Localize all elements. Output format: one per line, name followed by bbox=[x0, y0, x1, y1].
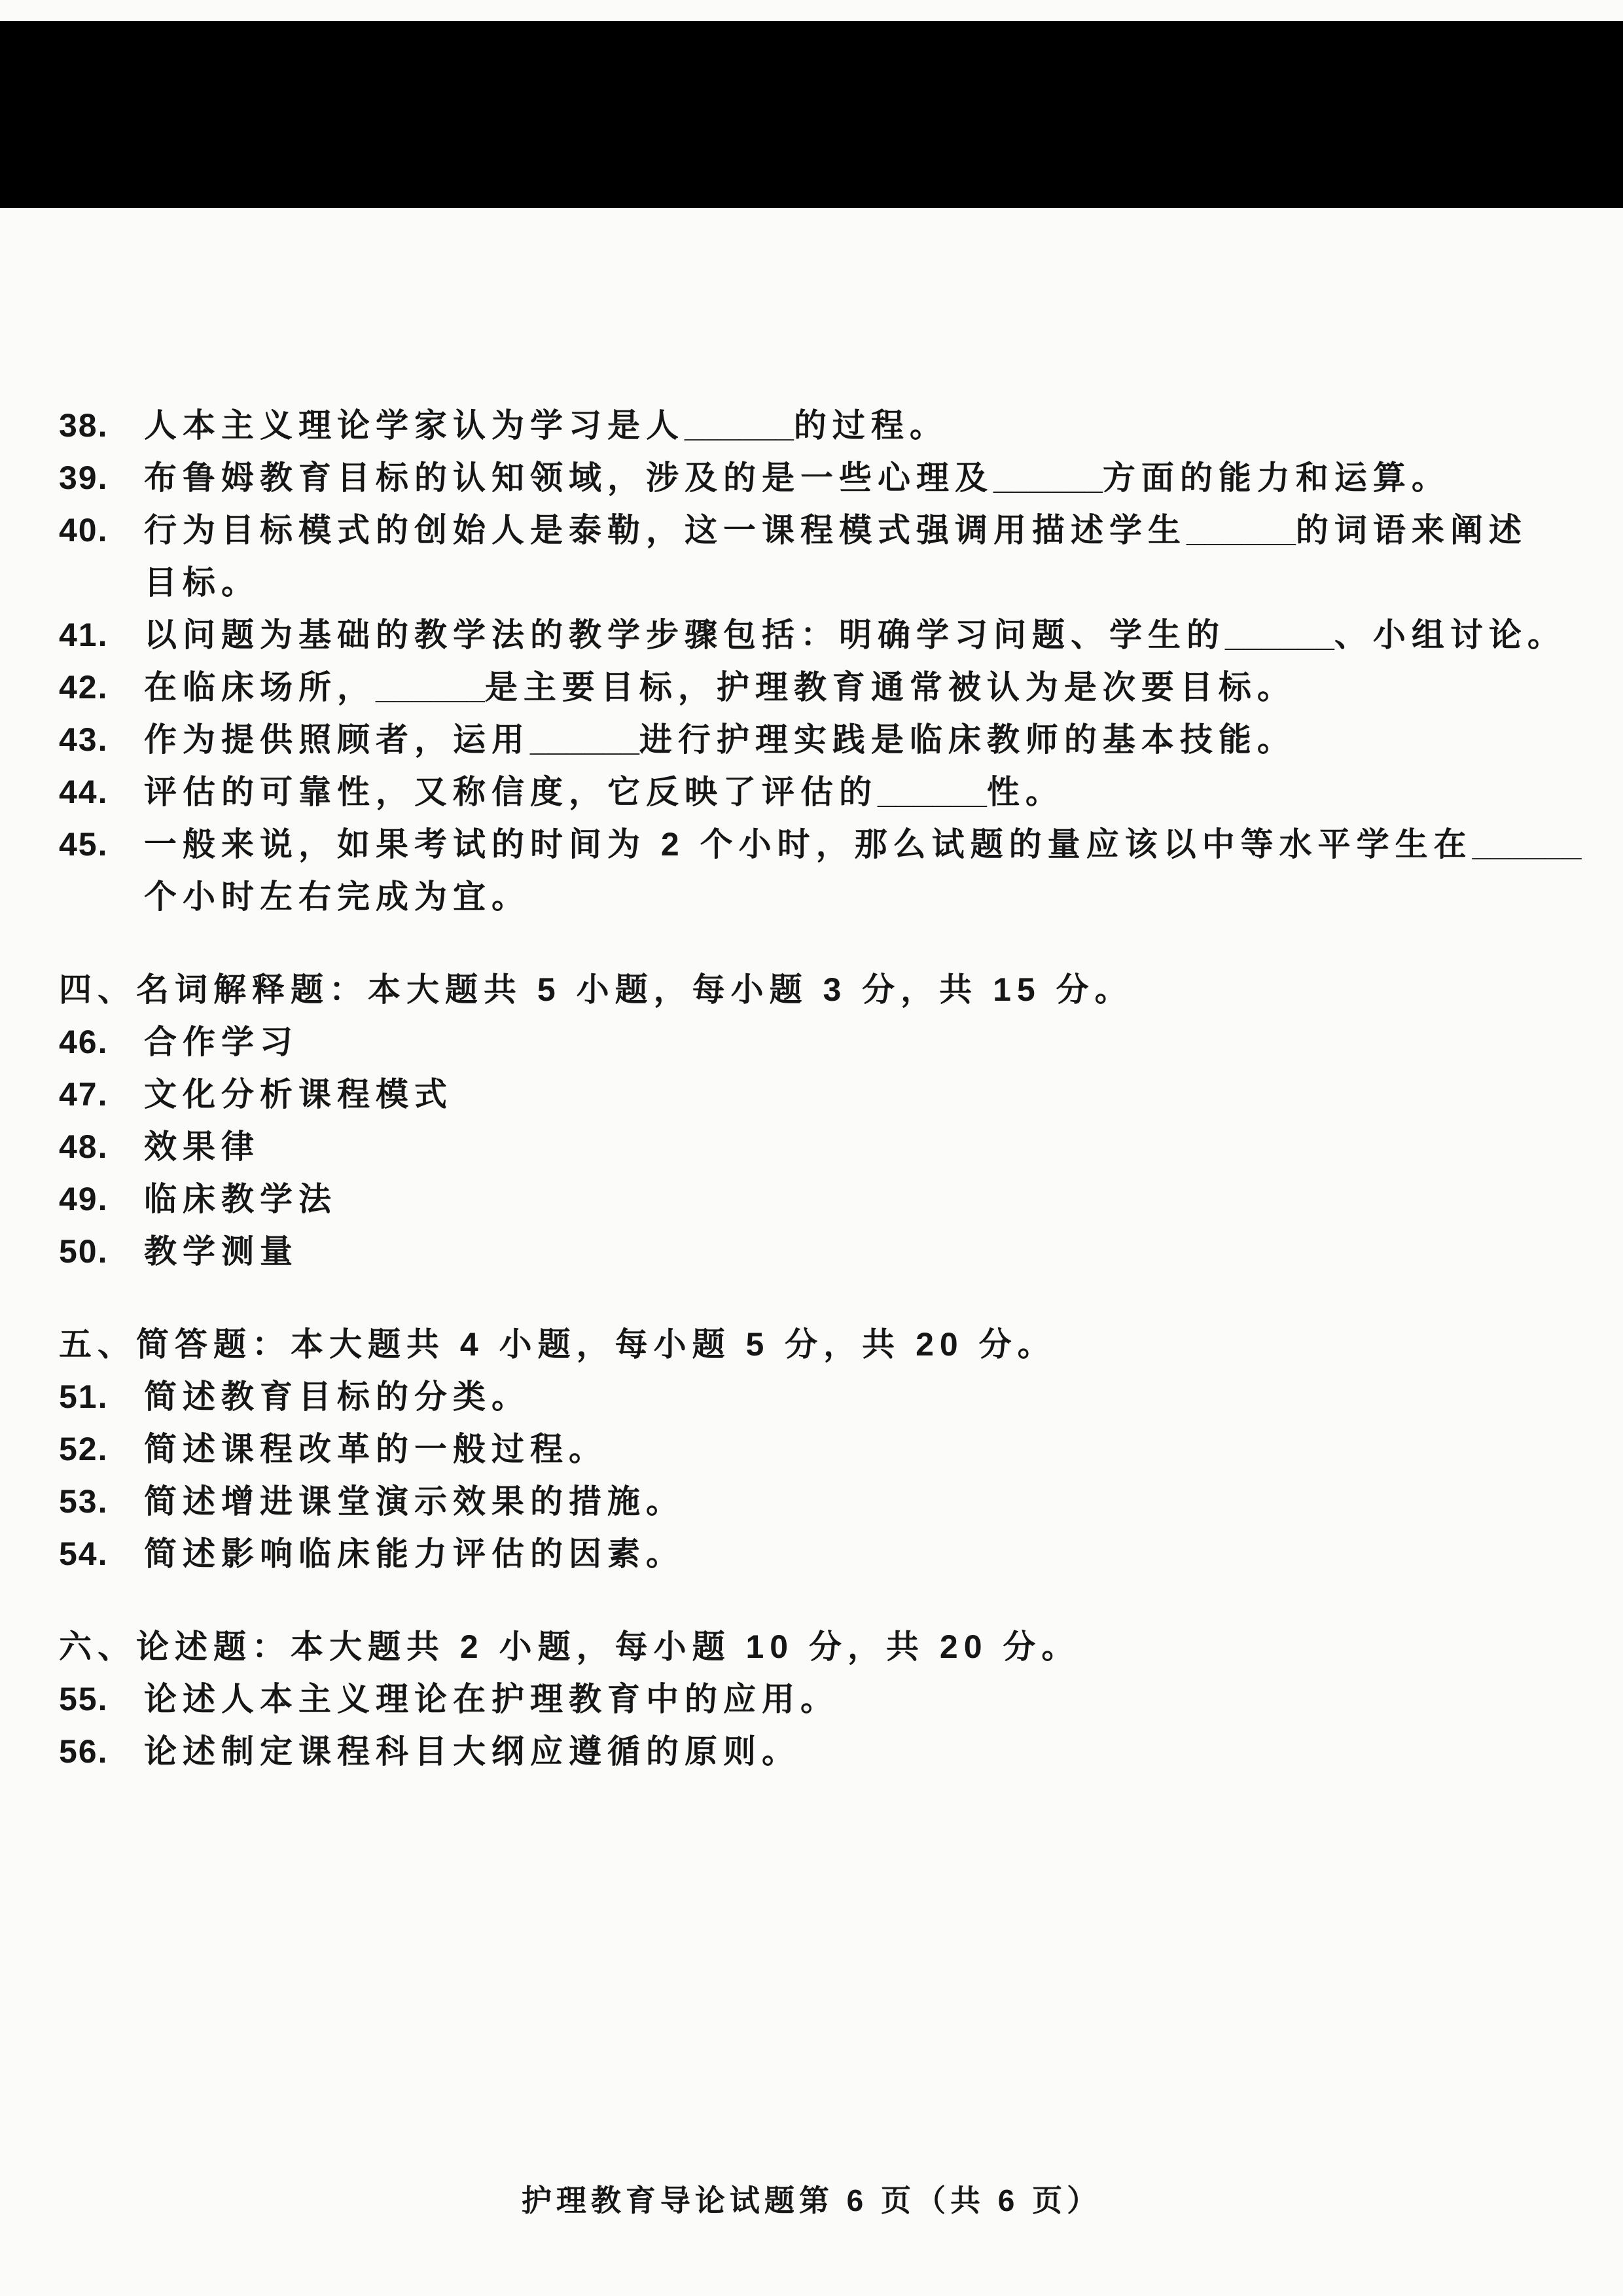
question-body bbox=[144, 1423, 1538, 1475]
question-row bbox=[59, 1673, 1538, 1725]
question-text: 教学测量 bbox=[144, 1233, 298, 1270]
question-text: 简述课程改革的一般过程。 bbox=[144, 1431, 607, 1467]
question-number: 38. bbox=[59, 407, 109, 444]
question-body bbox=[144, 1371, 1538, 1423]
top-spacer bbox=[59, 208, 1538, 399]
question-text: 一般来说，如果考试的时间为 2 个小时，那么试题的量应该以中等水平学生在______ bbox=[144, 826, 1582, 863]
question-text: 布鲁姆教育目标的认知领域，涉及的是一些心理及______方面的能力和运算。 bbox=[144, 459, 1450, 496]
question-row bbox=[59, 1225, 1538, 1278]
question-body bbox=[144, 766, 1538, 818]
question-number: 54. bbox=[59, 1535, 109, 1572]
question-text-continuation: 个小时左右完成为宜。 bbox=[144, 878, 530, 915]
question-number: 42. bbox=[59, 669, 109, 706]
question-number: 44. bbox=[59, 774, 109, 810]
question-row bbox=[59, 452, 1538, 504]
question-number: 48. bbox=[59, 1128, 109, 1165]
question-row bbox=[59, 1121, 1538, 1173]
question-text: 简述增进课堂演示效果的措施。 bbox=[144, 1483, 685, 1520]
question-row bbox=[59, 766, 1538, 818]
question-row bbox=[59, 504, 1538, 609]
question-number: 51. bbox=[59, 1378, 109, 1415]
answer-blank: ______ bbox=[530, 721, 639, 758]
question-text: 效果律 bbox=[144, 1128, 260, 1165]
question-body bbox=[144, 452, 1538, 504]
question-row bbox=[59, 609, 1566, 661]
answer-blank: ______ bbox=[993, 459, 1103, 496]
question-number: 52. bbox=[59, 1431, 109, 1467]
question-number: 46. bbox=[59, 1024, 109, 1060]
question-body bbox=[144, 399, 1538, 452]
scanner-black-band bbox=[0, 21, 1623, 208]
question-number: 56. bbox=[59, 1733, 109, 1770]
question-number: 53. bbox=[59, 1483, 109, 1520]
question-number: 49. bbox=[59, 1181, 109, 1217]
question-text: 论述制定课程科目大纲应遵循的原则。 bbox=[144, 1733, 800, 1770]
question-row bbox=[59, 1423, 1538, 1475]
question-text: 简述教育目标的分类。 bbox=[144, 1378, 530, 1415]
question-number: 39. bbox=[59, 459, 109, 496]
section-heading: 五、简答题：本大题共 4 小题，每小题 5 分，共 20 分。 bbox=[59, 1326, 1056, 1363]
question-text: 文化分析课程模式 bbox=[144, 1076, 453, 1113]
question-text: 以问题为基础的教学法的教学步骤包括：明确学习问题、学生的______、小组讨论。 bbox=[144, 617, 1566, 653]
question-text: 行为目标模式的创始人是泰勒，这一课程模式强调用描述学生______的词语来阐述 bbox=[144, 512, 1527, 548]
section-heading: 六、论述题：本大题共 2 小题，每小题 10 分，共 20 分。 bbox=[59, 1628, 1080, 1665]
question-row bbox=[59, 713, 1538, 766]
question-body bbox=[144, 1475, 1538, 1528]
question-row bbox=[59, 1068, 1538, 1121]
question-row bbox=[59, 661, 1538, 713]
question-body bbox=[144, 1725, 1538, 1778]
question-text: 作为提供照顾者，运用______进行护理实践是临床教师的基本技能。 bbox=[144, 721, 1296, 758]
answer-blank: ______ bbox=[1472, 826, 1582, 863]
question-text: 临床教学法 bbox=[144, 1181, 337, 1217]
section-heading: 四、名词解释题：本大题共 5 小题，每小题 3 分，共 15 分。 bbox=[59, 971, 1133, 1008]
question-row bbox=[59, 1475, 1538, 1528]
answer-blank: ______ bbox=[878, 774, 987, 810]
question-number: 55. bbox=[59, 1681, 109, 1717]
question-text: 评估的可靠性，又称信度，它反映了评估的______性。 bbox=[144, 774, 1064, 810]
exam-content bbox=[0, 208, 1623, 1778]
question-row bbox=[59, 1173, 1538, 1225]
question-number: 43. bbox=[59, 721, 109, 758]
question-body bbox=[144, 661, 1538, 713]
question-text-continuation: 目标。 bbox=[144, 564, 260, 601]
question-body bbox=[144, 818, 1581, 923]
question-text: 在临床场所，______是主要目标，护理教育通常被认为是次要目标。 bbox=[144, 669, 1296, 706]
question-list bbox=[59, 399, 1582, 1778]
question-body bbox=[144, 713, 1538, 766]
question-body bbox=[144, 609, 1566, 661]
question-text: 论述人本主义理论在护理教育中的应用。 bbox=[144, 1681, 839, 1717]
question-text: 人本主义理论学家认为学习是人______的过程。 bbox=[144, 407, 948, 444]
question-body bbox=[144, 1121, 1538, 1173]
question-row bbox=[59, 1016, 1538, 1068]
question-text: 简述影响临床能力评估的因素。 bbox=[144, 1535, 685, 1572]
question-body bbox=[144, 1225, 1538, 1278]
answer-blank: ______ bbox=[376, 669, 485, 706]
question-body bbox=[144, 1068, 1538, 1121]
question-body bbox=[144, 1016, 1538, 1068]
question-body bbox=[144, 504, 1538, 609]
question-number: 50. bbox=[59, 1233, 109, 1270]
question-number: 45. bbox=[59, 826, 109, 863]
answer-blank: ______ bbox=[685, 407, 794, 444]
question-row bbox=[59, 1371, 1538, 1423]
page-footer: 护理教育导论试题第 6 页（共 6 页） bbox=[521, 2183, 1102, 2217]
question-row bbox=[59, 1725, 1538, 1778]
question-row bbox=[59, 399, 1538, 452]
answer-blank: ______ bbox=[1186, 512, 1296, 548]
question-number: 40. bbox=[59, 512, 109, 548]
question-body bbox=[144, 1673, 1538, 1725]
question-body bbox=[144, 1528, 1538, 1580]
question-number: 41. bbox=[59, 617, 109, 653]
answer-blank: ______ bbox=[1225, 617, 1334, 653]
question-row bbox=[59, 818, 1582, 923]
question-text: 合作学习 bbox=[144, 1024, 298, 1060]
question-row bbox=[59, 1528, 1538, 1580]
question-body bbox=[144, 1173, 1538, 1225]
question-number: 47. bbox=[59, 1076, 109, 1113]
